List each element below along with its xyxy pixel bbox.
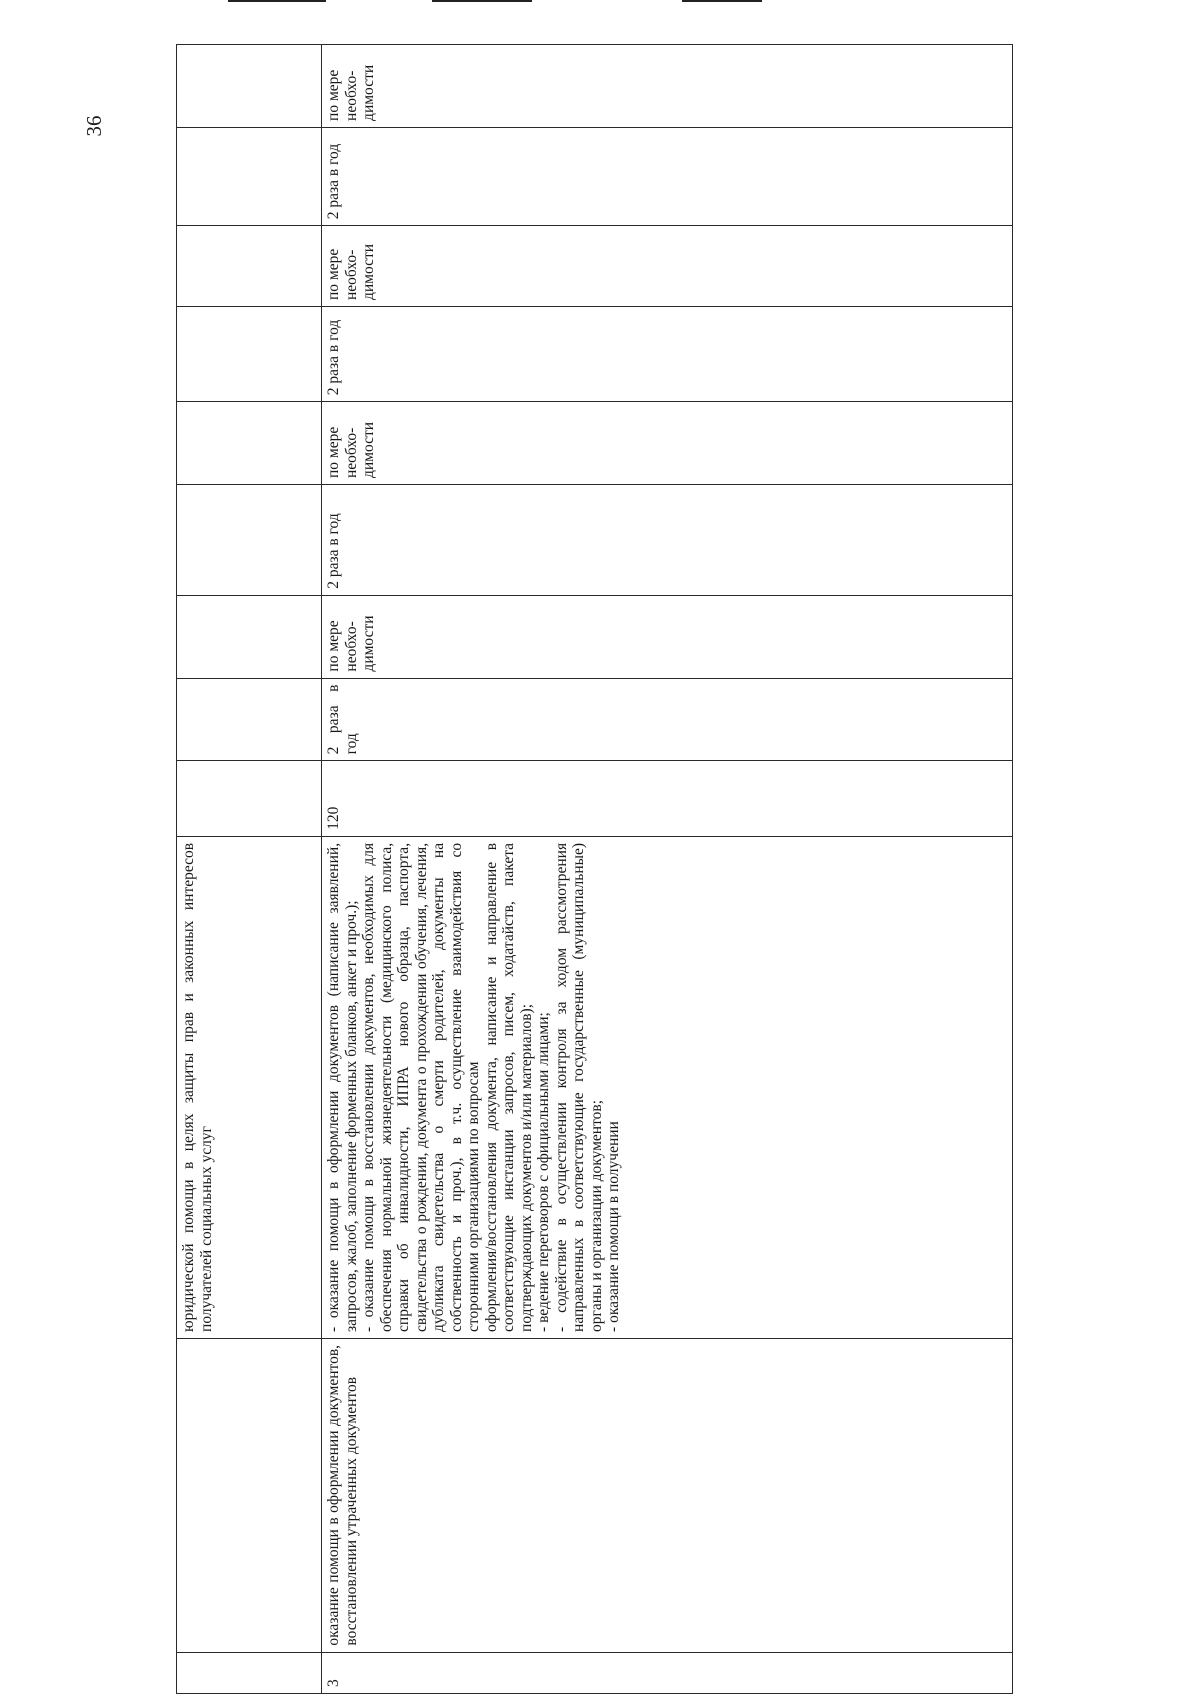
cell-empty xyxy=(177,595,322,678)
services-table xyxy=(176,44,1013,1694)
content-line: оформления/восстановления документа, написание и направление в соответствующие инстанции запросов, писем, ходатайств, пакета подтверждающих документов и/или материалов); xyxy=(482,842,535,1332)
cell-service-empty xyxy=(177,1338,322,1652)
cell-periodicity: по мере необхо-димости xyxy=(322,402,1013,485)
cell-empty xyxy=(177,45,322,128)
table-row xyxy=(177,45,322,1694)
cell-empty xyxy=(177,402,322,485)
cell-service-name: оказание помощи в оформлении документов, восстановлении утраченных документов xyxy=(322,1338,1013,1652)
content-line: - содействие в осуществлении контроля за ходом рассмотрения направленных в соответствующие государственные (муниципальные) органы и организации документов; xyxy=(552,842,605,1332)
cell-description-continued: юридической помощи в целях защиты прав и законных интересов получателей социальных услуг xyxy=(177,836,322,1338)
cell-service-content xyxy=(322,836,1013,1338)
cell-number: 3 xyxy=(322,1652,1013,1693)
cell-empty xyxy=(177,761,322,837)
table-row xyxy=(322,45,1013,1694)
cell-periodicity: 2 раза в год xyxy=(322,307,1013,402)
cell-number-empty xyxy=(177,1652,322,1693)
cell-empty xyxy=(177,307,322,402)
rotated-page-content xyxy=(176,44,1013,1694)
cell-time-norm: 120 xyxy=(322,761,1013,837)
top-line-3 xyxy=(682,0,762,2)
top-line-2 xyxy=(432,0,532,2)
cell-periodicity: 2 раза в год xyxy=(322,678,1013,761)
cell-empty xyxy=(177,678,322,761)
content-line: - оказание помощи в получении xyxy=(605,1121,622,1332)
content-line: - ведение переговоров с официальными лицами; xyxy=(535,1012,552,1332)
cell-empty xyxy=(177,485,322,596)
cell-periodicity: по мере необхо-димости xyxy=(322,226,1013,307)
cell-empty xyxy=(177,226,322,307)
top-line-1 xyxy=(228,0,326,2)
cell-periodicity: 2 раза в год xyxy=(322,127,1013,225)
cell-periodicity: по мере необхо-димости xyxy=(322,595,1013,678)
content-line: - оказание помощи в оформлении документов (написание заявлений, запросов, жалоб, заполнение форменных бланков, анкет и проч.); xyxy=(325,842,360,1332)
cell-periodicity: по мере необхо-димости xyxy=(322,45,1013,128)
cell-periodicity: 2 раза в год xyxy=(322,485,1013,596)
page-number: 36 xyxy=(82,115,106,137)
content-line: - оказание помощи в восстановлении документов, необходимых для обеспечения нормальной жизнедеятельности (медицинского полиса, справки об инвалидности, ИПРА нового образца, паспорта, свидетельства о рождении, документа о прохождении обучения, лечения, дубликата свидетельства о смерти родителей, документы на собственность и проч.), в т.ч. осуществление взаимодействия со сторонними организациями по вопросам xyxy=(360,842,482,1332)
cell-empty xyxy=(177,127,322,225)
